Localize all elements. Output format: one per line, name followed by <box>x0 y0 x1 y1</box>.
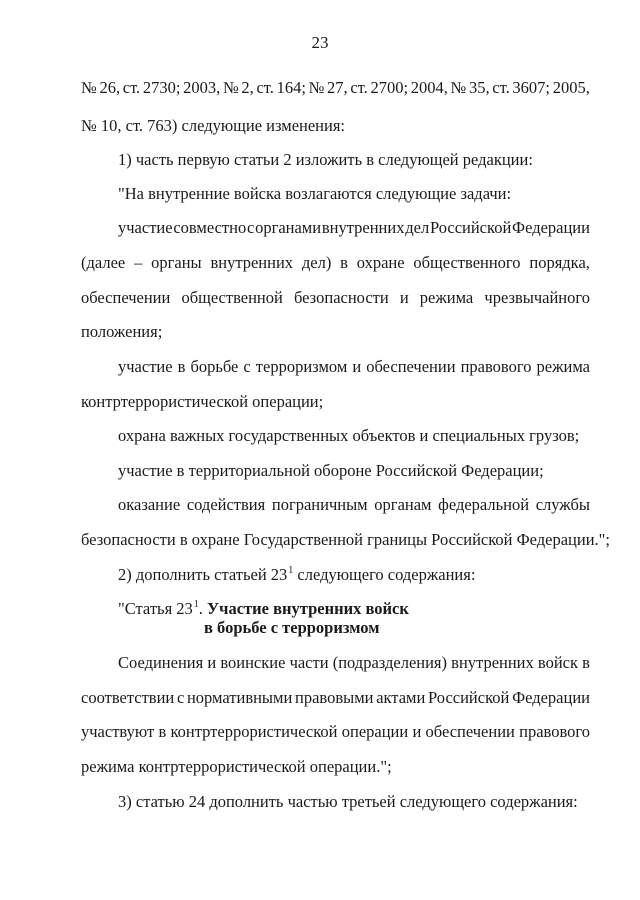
text-line <box>118 357 590 377</box>
text-line <box>81 688 590 708</box>
word: в <box>582 653 590 672</box>
word: 164; <box>276 78 306 97</box>
word: с <box>243 357 251 376</box>
word: 26, <box>99 78 121 97</box>
word: нормативными <box>186 688 293 707</box>
word: 2, <box>241 78 254 97</box>
word: с <box>246 218 255 237</box>
text-fragment: "Статья 23 <box>118 599 193 618</box>
word: органами <box>255 218 322 237</box>
word: 3607; <box>512 78 550 97</box>
word: Федерации <box>512 218 590 237</box>
text-fragment: следующего содержания: <box>293 565 476 584</box>
text-fragment: 2) дополнить статьей 23 <box>118 565 288 584</box>
word: содействия <box>186 495 266 514</box>
text-line <box>118 653 590 673</box>
word: в <box>177 357 186 376</box>
word: с <box>176 688 185 707</box>
word: охране <box>356 253 405 272</box>
text-line: охрана важных государственных объектов и специальных грузов; <box>118 426 580 445</box>
text-line <box>118 218 590 238</box>
word: ст. <box>256 78 274 97</box>
word: операции <box>341 722 409 741</box>
word: 2005, <box>552 78 590 97</box>
text-line: 1) часть первую статьи 2 изложить в следующей редакции: <box>118 150 533 169</box>
article-title-continued: в борьбе с терроризмом <box>204 618 380 637</box>
word: Российской <box>429 218 512 237</box>
word: пограничным <box>271 495 368 514</box>
word: актами <box>376 688 426 707</box>
word: контртеррористической <box>170 722 338 741</box>
word: органам <box>374 495 432 514</box>
text-line: контртеррористической операции; <box>81 392 324 411</box>
word: совместно <box>173 218 247 237</box>
word: внутренних <box>321 218 405 237</box>
word: в <box>158 722 167 741</box>
word: 35, <box>468 78 490 97</box>
text-line <box>118 495 590 515</box>
word: части <box>289 653 329 672</box>
page-number: 23 <box>311 33 329 52</box>
superscript: 1 <box>288 565 294 576</box>
word: Соединения <box>118 653 204 672</box>
text-line: положения; <box>81 322 163 341</box>
word: дел) <box>301 253 332 272</box>
text-line: 3) статью 24 дополнить частью третьей следующего содержания: <box>118 792 578 811</box>
text-line: "На внутренние войска возлагаются следующие задачи: <box>118 184 512 203</box>
word: федеральной <box>438 495 530 514</box>
text-line <box>81 722 590 742</box>
word: обеспечении <box>81 288 171 307</box>
word: и <box>399 288 409 307</box>
text-line: безопасности в охране Государственной границы Российской Федерации."; <box>81 530 610 549</box>
word: борьбе <box>190 357 239 376</box>
word: безопасности <box>293 288 389 307</box>
word: 2700; <box>370 78 409 97</box>
word: и <box>352 357 362 376</box>
text-line: № 10, ст. 763) следующие изменения: <box>81 116 346 135</box>
word: ст. <box>122 78 141 97</box>
superscript: 1 <box>193 599 199 610</box>
text-fragment: . <box>198 599 208 618</box>
word: внутренних <box>451 653 534 672</box>
word: общественной <box>181 288 283 307</box>
word: терроризмом <box>255 357 348 376</box>
word: № <box>81 78 97 97</box>
word: внутренних <box>210 253 294 272</box>
text-line: участие в территориальной обороне Российской Федерации; <box>118 461 544 480</box>
word: в <box>340 253 348 272</box>
word: чрезвычайного <box>484 288 590 307</box>
word: Федерации <box>512 688 590 707</box>
word: 2004, <box>410 78 448 97</box>
word: участие <box>118 357 173 376</box>
word: соответствии <box>81 688 175 707</box>
word: обеспечении <box>425 722 515 741</box>
text-line: режима контртеррористической операции."; <box>81 757 392 776</box>
word: правовыми <box>295 688 374 707</box>
word: ст. <box>350 78 368 97</box>
text-line <box>118 565 475 588</box>
word: и <box>207 653 217 672</box>
word: правового <box>519 722 590 741</box>
word: воинские <box>220 653 286 672</box>
text-line <box>81 253 590 273</box>
word: № <box>308 78 325 97</box>
word: участие <box>118 218 173 237</box>
word: 2003, <box>183 78 221 97</box>
word: обеспечении <box>366 357 456 376</box>
word: 2730; <box>142 78 181 97</box>
word: дел <box>405 218 430 237</box>
word: № <box>450 78 467 97</box>
word: – <box>134 253 143 272</box>
text-line <box>81 288 590 308</box>
word: (далее <box>81 253 126 272</box>
word: (подразделения) <box>332 653 448 672</box>
word: порядка, <box>529 253 590 272</box>
word: 27, <box>327 78 348 97</box>
word: оказание <box>118 495 181 514</box>
text-line <box>81 78 590 98</box>
article-title: Участие внутренних войск <box>207 599 409 618</box>
word: правового <box>460 357 532 376</box>
word: ст. <box>492 78 510 97</box>
word: службы <box>535 495 590 514</box>
word: режима <box>536 357 590 376</box>
word: участвуют <box>81 722 155 741</box>
word: Российской <box>428 688 510 707</box>
word: и <box>412 722 422 741</box>
word: войск <box>537 653 579 672</box>
word: общественного <box>413 253 521 272</box>
word: органы <box>151 253 202 272</box>
word: режима <box>419 288 474 307</box>
word: № <box>222 78 239 97</box>
